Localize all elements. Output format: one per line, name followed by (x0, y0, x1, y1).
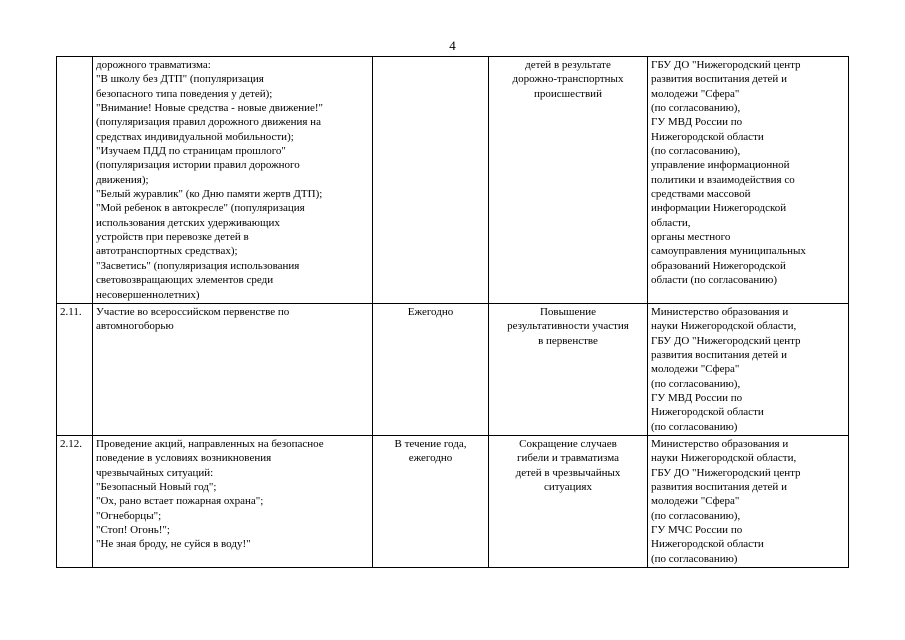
text-line: "Безопасный Новый год"; (96, 480, 217, 493)
text-line: В течение года, (394, 437, 467, 450)
cell-executors (648, 435, 849, 567)
text-line: "Ох, рано встает пожарная охрана"; (96, 495, 264, 508)
table-row (57, 57, 849, 304)
text-line: автотранспортных средствах); (96, 245, 238, 258)
text-line: (по согласованию) (651, 552, 738, 565)
text-line: молодежи "Сфера" (651, 495, 740, 508)
text-line: развития воспитания детей и (651, 73, 787, 86)
text-line: (по согласованию) (651, 420, 738, 433)
text-line: управление информационной (651, 159, 790, 172)
text-line: Повышение (539, 305, 597, 318)
text-line: ГБУ ДО "Нижегородский центр (651, 334, 801, 347)
page-number: 4 (449, 38, 456, 53)
text-line: средствах индивидуальной мобильности); (96, 130, 294, 143)
text-line: несовершеннолетних) (96, 288, 200, 301)
cell-term (373, 57, 489, 304)
text-line: науки Нижегородской области, (651, 320, 797, 333)
text-line: движения); (96, 173, 149, 186)
cell-executors (648, 303, 849, 435)
text-line: органы местного (651, 231, 731, 244)
text-line: "Мой ребенок в автокресле" (популяризация (96, 202, 305, 215)
text-line: Ежегодно (407, 305, 454, 318)
text-line: "Не зная броду, не суйся в воду!" (96, 538, 251, 551)
text-line: световозвращающих элементов среди (96, 274, 274, 287)
text-line: самоуправления муниципальных (651, 245, 806, 258)
text-line: "Засветись" (популяризация использования (96, 259, 300, 272)
text-line: (популяризация правил дорожного движения на (96, 116, 321, 129)
text-line: Участие во всероссийском первенстве по (96, 305, 290, 318)
table-body (57, 57, 849, 568)
text-line: политики и взаимодействия со (651, 173, 795, 186)
text-line: Нижегородской области (651, 406, 764, 419)
cell-result (489, 57, 648, 304)
text-line: области, (651, 216, 691, 229)
cell-event (93, 435, 373, 567)
text-line: Нижегородской области (651, 130, 764, 143)
text-line: "В школу без ДТП" (популяризация (96, 73, 264, 86)
text-line: ГУ МЧС России по (651, 524, 743, 536)
text-line: "Изучаем ПДД по страницам прошлого" (96, 145, 286, 158)
text-line: молодежи "Сфера" (651, 87, 740, 100)
text-line: средствами массовой (651, 188, 751, 201)
text-line: Проведение акций, направленных на безопасное (96, 437, 324, 450)
text-line: развития воспитания детей и (651, 480, 787, 493)
text-line: Министерство образования и (651, 305, 789, 318)
cell-result (489, 303, 648, 435)
text-line: (популяризация истории правил дорожного (96, 159, 300, 172)
text-line: "Белый журавлик" (ко Дню памяти жертв ДТП); (96, 188, 323, 201)
text-line: Сокращение случаев (519, 437, 617, 450)
text-line: поведение в условиях возникновения (96, 452, 272, 465)
text-line: Нижегородской области (651, 538, 764, 551)
text-line: детей в чрезвычайных (515, 466, 621, 479)
cell-term (373, 303, 489, 435)
text-line: безопасного типа поведения у детей); (96, 87, 273, 100)
cell-executors (648, 57, 849, 304)
table-row (57, 435, 849, 567)
cell-event (93, 303, 373, 435)
cell-event (93, 57, 373, 304)
text-line: результативности участия (507, 320, 629, 333)
text-line: ГУ МВД России по (651, 391, 743, 404)
text-line: (по согласованию), (651, 102, 741, 115)
text-line: науки Нижегородской области, (651, 452, 797, 465)
text-line: устройств при перевозке детей в (96, 231, 249, 244)
text-line: (по согласованию), (651, 509, 741, 522)
text-line: дорожного травматизма: (96, 59, 211, 71)
cell-number: 2.12. (57, 435, 93, 567)
text-line: развития воспитания детей и (651, 348, 787, 361)
cell-number: 2.11. (57, 303, 93, 435)
text-line: чрезвычайных ситуаций: (96, 466, 214, 479)
text-line: ГБУ ДО "Нижегородский центр (651, 59, 801, 71)
text-line: дорожно-транспортных (512, 73, 624, 86)
text-line: "Внимание! Новые средства - новые движение!" (96, 102, 324, 115)
text-line: ГБУ ДО "Нижегородский центр (651, 466, 801, 479)
text-line: молодежи "Сфера" (651, 363, 740, 376)
text-line: гибели и травматизма (517, 452, 619, 465)
text-line: в первенстве (538, 334, 598, 347)
cell-result (489, 435, 648, 567)
cell-term (373, 435, 489, 567)
text-line: информации Нижегородской (651, 202, 787, 215)
text-line: области (по согласованию) (651, 274, 777, 287)
text-line: происшествий (534, 87, 602, 100)
text-line: (по согласованию), (651, 145, 741, 158)
text-line: детей в результате (525, 59, 611, 71)
text-line: ежегодно (408, 452, 453, 465)
text-line: ситуациях (543, 480, 592, 493)
table-row (57, 303, 849, 435)
text-line: (по согласованию), (651, 377, 741, 390)
measures-table (56, 56, 849, 568)
text-line: образований Нижегородской (651, 259, 786, 272)
text-line: ГУ МВД России по (651, 116, 743, 129)
text-line: "Огнеборцы"; (96, 509, 162, 522)
cell-number (57, 57, 93, 304)
text-line: "Стоп! Огонь!"; (96, 524, 170, 536)
text-line: Министерство образования и (651, 437, 789, 450)
text-line: использования детских удерживающих (96, 216, 280, 229)
text-line: автомногоборью (96, 320, 174, 333)
